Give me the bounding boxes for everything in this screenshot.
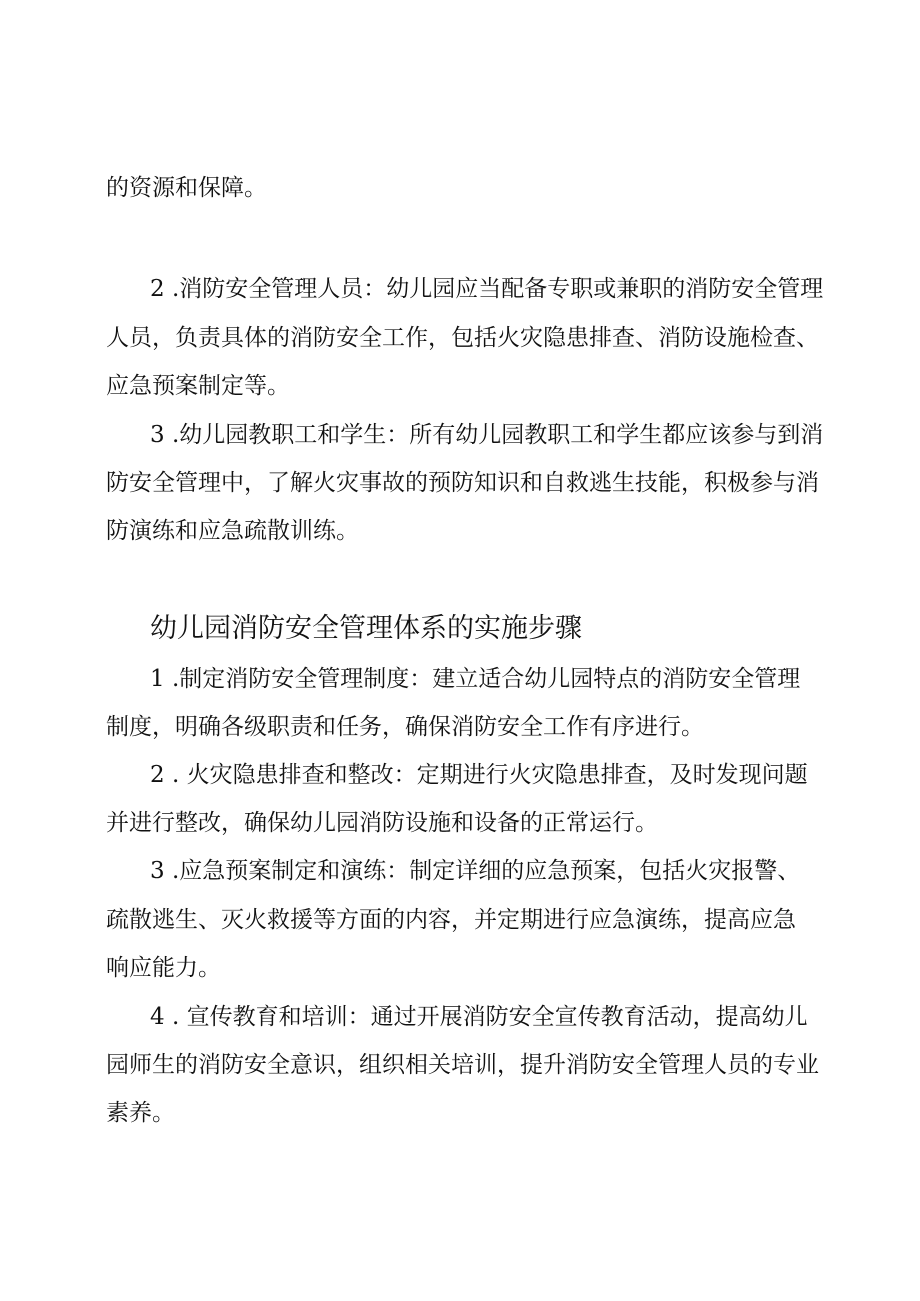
- text-line: 1 .制定消防安全管理制度：建立适合幼儿园特点的消防安全管理: [150, 666, 801, 692]
- text-line: 3 .应急预案制定和演练：制定详细的应急预案，包括火灾报警、: [150, 858, 801, 884]
- text-line: 防安全管理中，了解火灾事故的预防知识和自救逃生技能，积极参与消: [106, 470, 819, 496]
- text-line: 2 .消防安全管理人员：幼儿园应当配备专职或兼职的消防安全管理: [150, 276, 824, 302]
- text-line: 4 . 宣传教育和培训：通过开展消防安全宣传教育活动，提高幼儿: [150, 1004, 808, 1030]
- text-line: 3 .幼儿园教职工和学生：所有幼儿园教职工和学生都应该参与到消: [150, 422, 824, 448]
- text-line: 响应能力。: [106, 955, 221, 981]
- text-line: 应急预案制定等。: [106, 373, 290, 399]
- text-line: 疏散逃生、灭火救援等方面的内容，并定期进行应急演练，提高应急: [106, 907, 796, 933]
- text-line: 防演练和应急疏散训练。: [106, 518, 359, 544]
- text-line: 2 . 火灾隐患排查和整改：定期进行火灾隐患排查，及时发现问题: [150, 762, 808, 788]
- text-line: 制度，明确各级职责和任务，确保消防安全工作有序进行。: [106, 714, 704, 740]
- text-line: 并进行整改，确保幼儿园消防设施和设备的正常运行。: [106, 810, 658, 836]
- section-heading: 幼儿园消防安全管理体系的实施步骤: [150, 613, 582, 644]
- text-line: 素养。: [106, 1100, 175, 1126]
- text-line: 的资源和保障。: [106, 175, 267, 201]
- text-line: 人员，负责具体的消防安全工作，包括火灾隐患排查、消防设施检查、: [106, 325, 819, 351]
- text-line: 园师生的消防安全意识，组织相关培训，提升消防安全管理人员的专业: [106, 1052, 819, 1078]
